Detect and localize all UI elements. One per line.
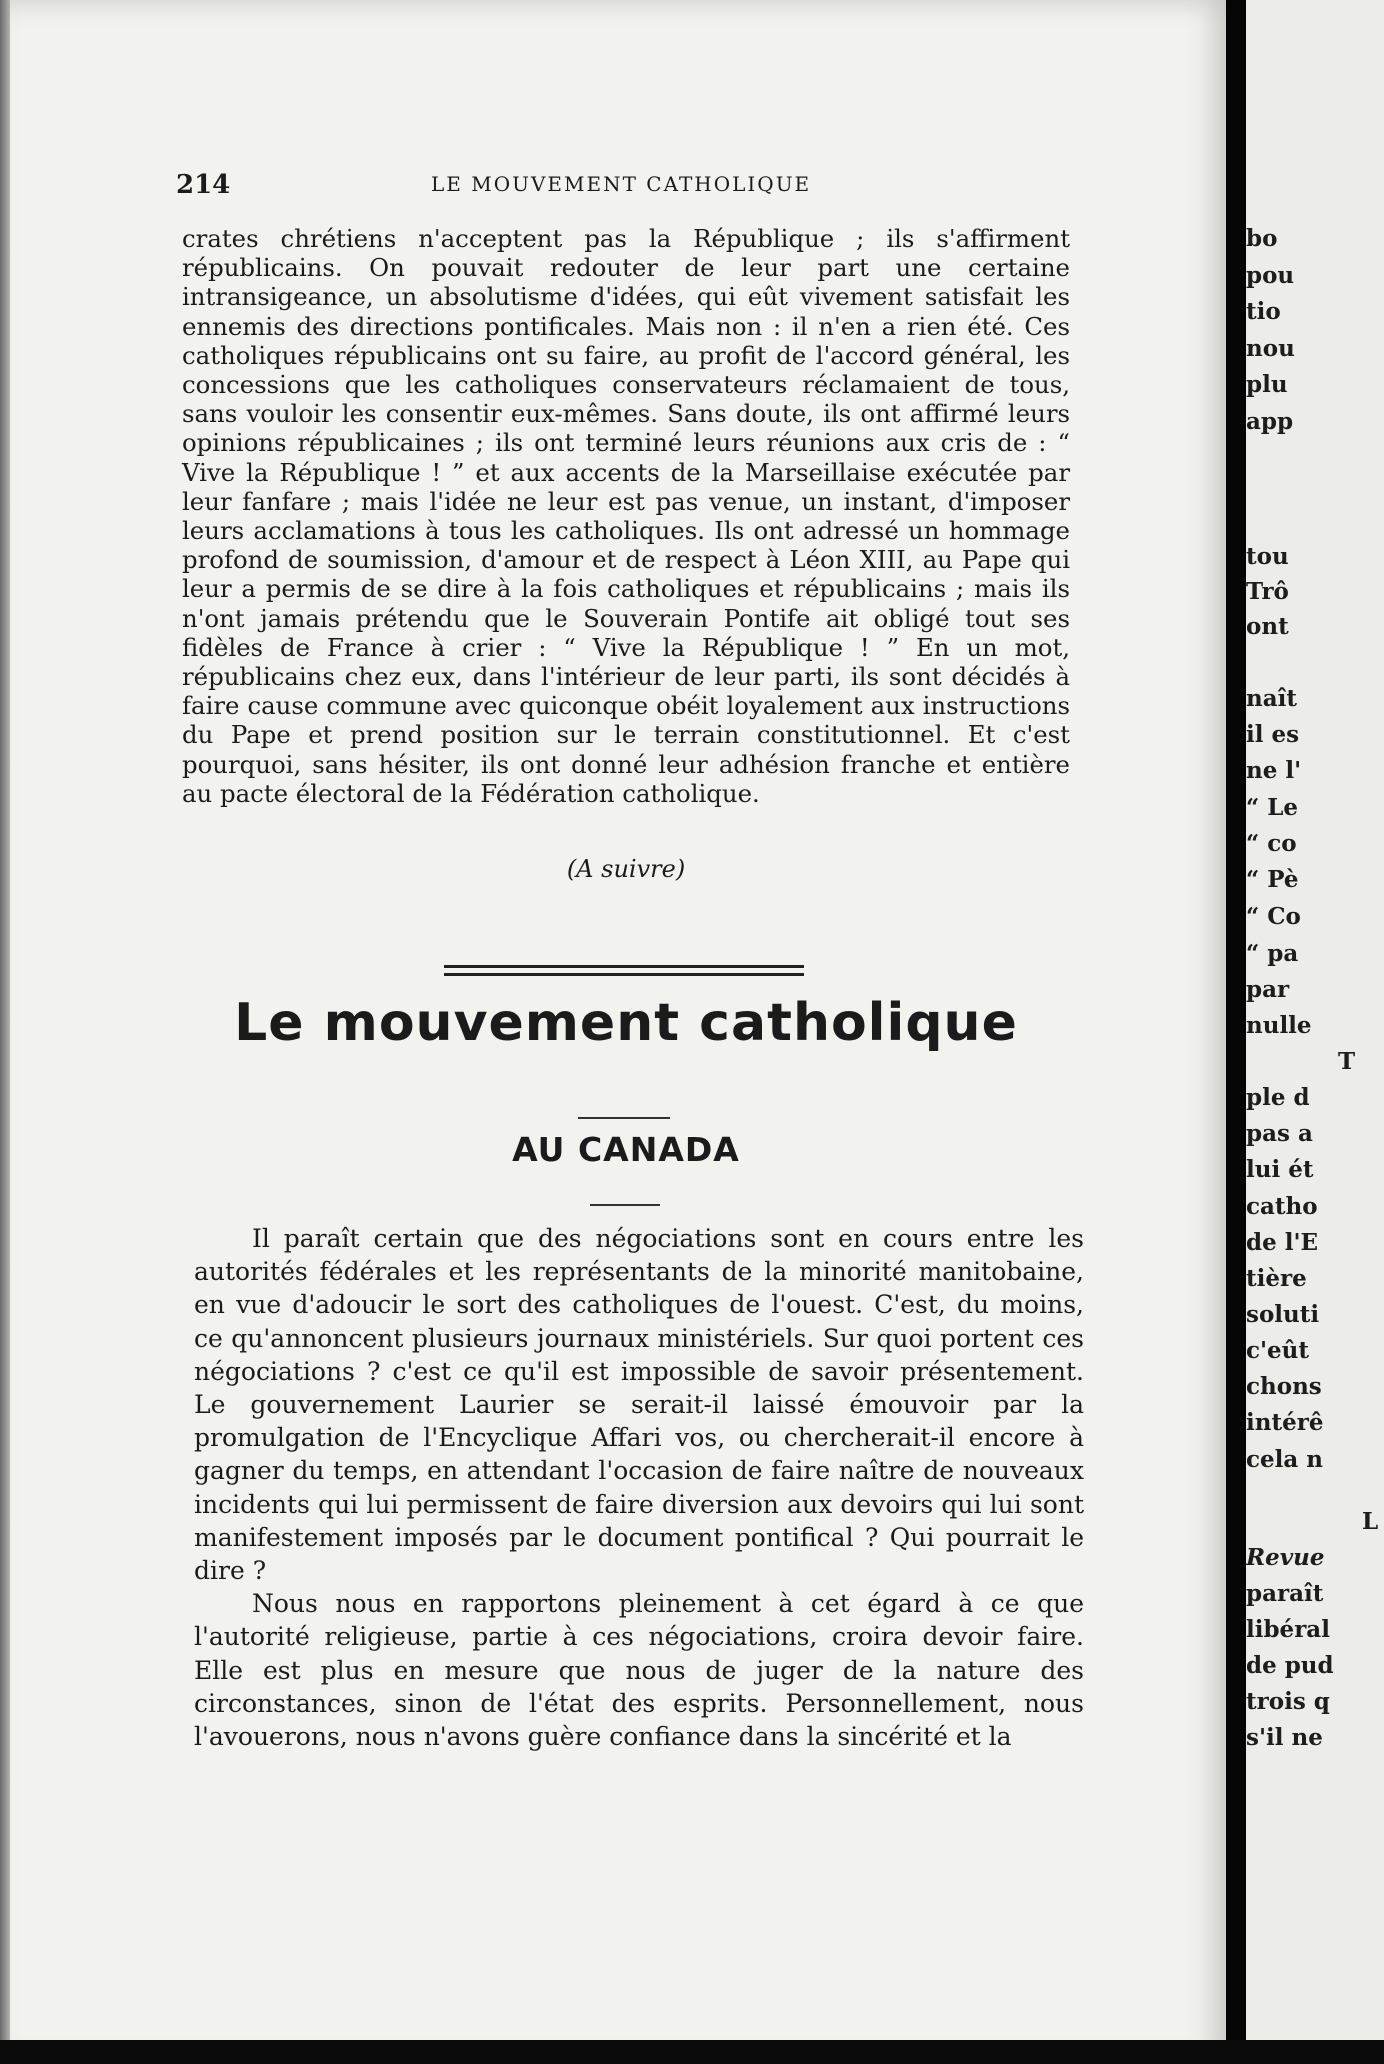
right-fragment: lui ét: [1246, 1156, 1314, 1183]
right-fragment: tière: [1246, 1265, 1307, 1292]
right-fragment: app: [1246, 408, 1294, 435]
right-fragment: tou: [1246, 543, 1289, 570]
right-fragment: chons: [1246, 1373, 1322, 1400]
scan-bottom-edge: [0, 2040, 1384, 2064]
right-fragment: ont: [1246, 613, 1289, 640]
article-subtitle: AU CANADA: [512, 1130, 740, 1169]
right-fragment: Trô: [1246, 578, 1289, 605]
right-fragment: plu: [1246, 371, 1288, 398]
right-fragment: paraît: [1246, 1580, 1324, 1607]
article-paragraph-2: Nous nous en rapportons pleinement à cet égard à ce que l'autorité religieuse, partie à ces négociations, croira devoir faire. Elle est plus en mesure que nous de juger de la nature des circonstances, sinon de l'état des esprits. Personnellement, nous l'avouerons, nous n'avons guère confiance dans la sincérité et la: [194, 1589, 1084, 1752]
right-fragment: libéral: [1246, 1616, 1330, 1643]
right-fragment: soluti: [1246, 1301, 1320, 1328]
right-fragment: ne l': [1246, 757, 1302, 784]
to-be-continued: (A suivre): [566, 855, 686, 883]
article-title: Le mouvement catholique: [234, 993, 1018, 1053]
right-fragment: par: [1246, 976, 1290, 1003]
right-fragment: de l'E: [1246, 1229, 1319, 1256]
right-fragment: Revue: [1246, 1544, 1325, 1571]
right-fragment: s'il ne: [1246, 1724, 1323, 1751]
page-header: [176, 166, 1076, 206]
book-gutter: [1226, 0, 1248, 2064]
continuation-paragraph: crates chrétiens n'acceptent pas la République ; ils s'affirment républicains. On pouvait redouter de leur part une certaine intransigeance, un absolutisme d'idées, qui eût vivement satisfait les ennemis des directions pontificales. Mais non : il n'en a rien été. Ces catholiques républicains ont su faire, au profit de l'accord général, les concessions que les catholiques conservateurs réclamaient de tous, sans vouloir les consentir eux-mêmes. Sans doute, ils ont affirmé leurs opinions républicaines ; ils ont terminé leurs réunions aux cris de : “ Vive la République ! ” et aux accents de la Marseillaise exécutée par leur fanfare ; mais l'idée ne leur est pas venue, un instant, d'imposer leurs acclamations à tous les catholiques. Ils ont adressé un hommage profond de soumission, d'amour et de respect à Léon XIII, au Pape qui leur a permis de se dire à la fois catholiques et républicains ; mais ils n'ont jamais prétendu que le Souverain Pontife ait obligé tout ses fidèles de France à crier : “ Vive la République ! ” En un mot, républicains chez eux, dans l'intérieur de leur parti, ils sont décidés à faire cause commune avec quiconque obéit loyalement aux instructions du Pape et prend position sur le terrain constitutionnel. Et c'est pourquoi, sans hésiter, ils ont donné leur adhésion franche et entière au pacte électoral de la Fédération catholique.: [182, 224, 1070, 808]
right-fragment: bo: [1246, 225, 1278, 252]
right-fragment: “ pa: [1246, 940, 1299, 967]
right-fragment: pou: [1246, 262, 1295, 289]
right-fragment: “ Co: [1246, 903, 1301, 930]
right-fragment: “ co: [1246, 830, 1297, 857]
right-fragment: il es: [1246, 721, 1300, 748]
article-paragraph-1: Il paraît certain que des négociations sont en cours entre les autorités fédérales et les représentants de la minorité manitobaine, en vue d'adoucir le sort des catholiques de l'ouest. C'est, du moins, ce qu'annoncent plusieurs journaux ministériels. Sur quoi portent ces négociations ? c'est ce qu'il est impossible de savoir présentement. Le gouvernement Laurier se serait-il laissé émouvoir par la promulgation de l'Encyclique Affari vos, ou chercherait-il encore à gagner du temps, en attendant l'occasion de faire naître de nouveaux incidents qui lui permissent de faire diversion aux devoirs qui lui sont manifestement imposés par le document pontifical ? Qui pourrait le dire ?: [194, 1224, 1084, 1586]
right-fragment: tio: [1246, 298, 1281, 325]
right-fragment: c'eût: [1246, 1337, 1310, 1364]
right-fragment: pas a: [1246, 1120, 1313, 1147]
continuation-text: [182, 224, 1070, 808]
subtitle-rule: [590, 1204, 660, 1206]
right-fragment: catho: [1246, 1193, 1318, 1220]
right-fragment: de pud: [1246, 1652, 1334, 1679]
right-fragment: nulle: [1246, 1012, 1312, 1039]
section-divider: [444, 965, 804, 977]
right-page: [1246, 0, 1384, 2064]
right-fragment: L: [1362, 1508, 1379, 1535]
right-fragment: T: [1338, 1048, 1356, 1075]
page-number: 214: [176, 170, 231, 200]
right-fragment: “ Pè: [1246, 866, 1299, 893]
right-fragment: ple d: [1246, 1084, 1310, 1111]
right-fragment: naît: [1246, 685, 1297, 712]
running-title: LE MOUVEMENT CATHOLIQUE: [431, 172, 812, 196]
right-fragment: nou: [1246, 335, 1295, 362]
right-fragment: intérê: [1246, 1409, 1324, 1436]
right-fragment: trois q: [1246, 1688, 1330, 1715]
right-fragment: “ Le: [1246, 794, 1299, 821]
title-rule: [578, 1117, 670, 1119]
article-body: [194, 1222, 1084, 1753]
right-fragment: cela n: [1246, 1446, 1324, 1473]
